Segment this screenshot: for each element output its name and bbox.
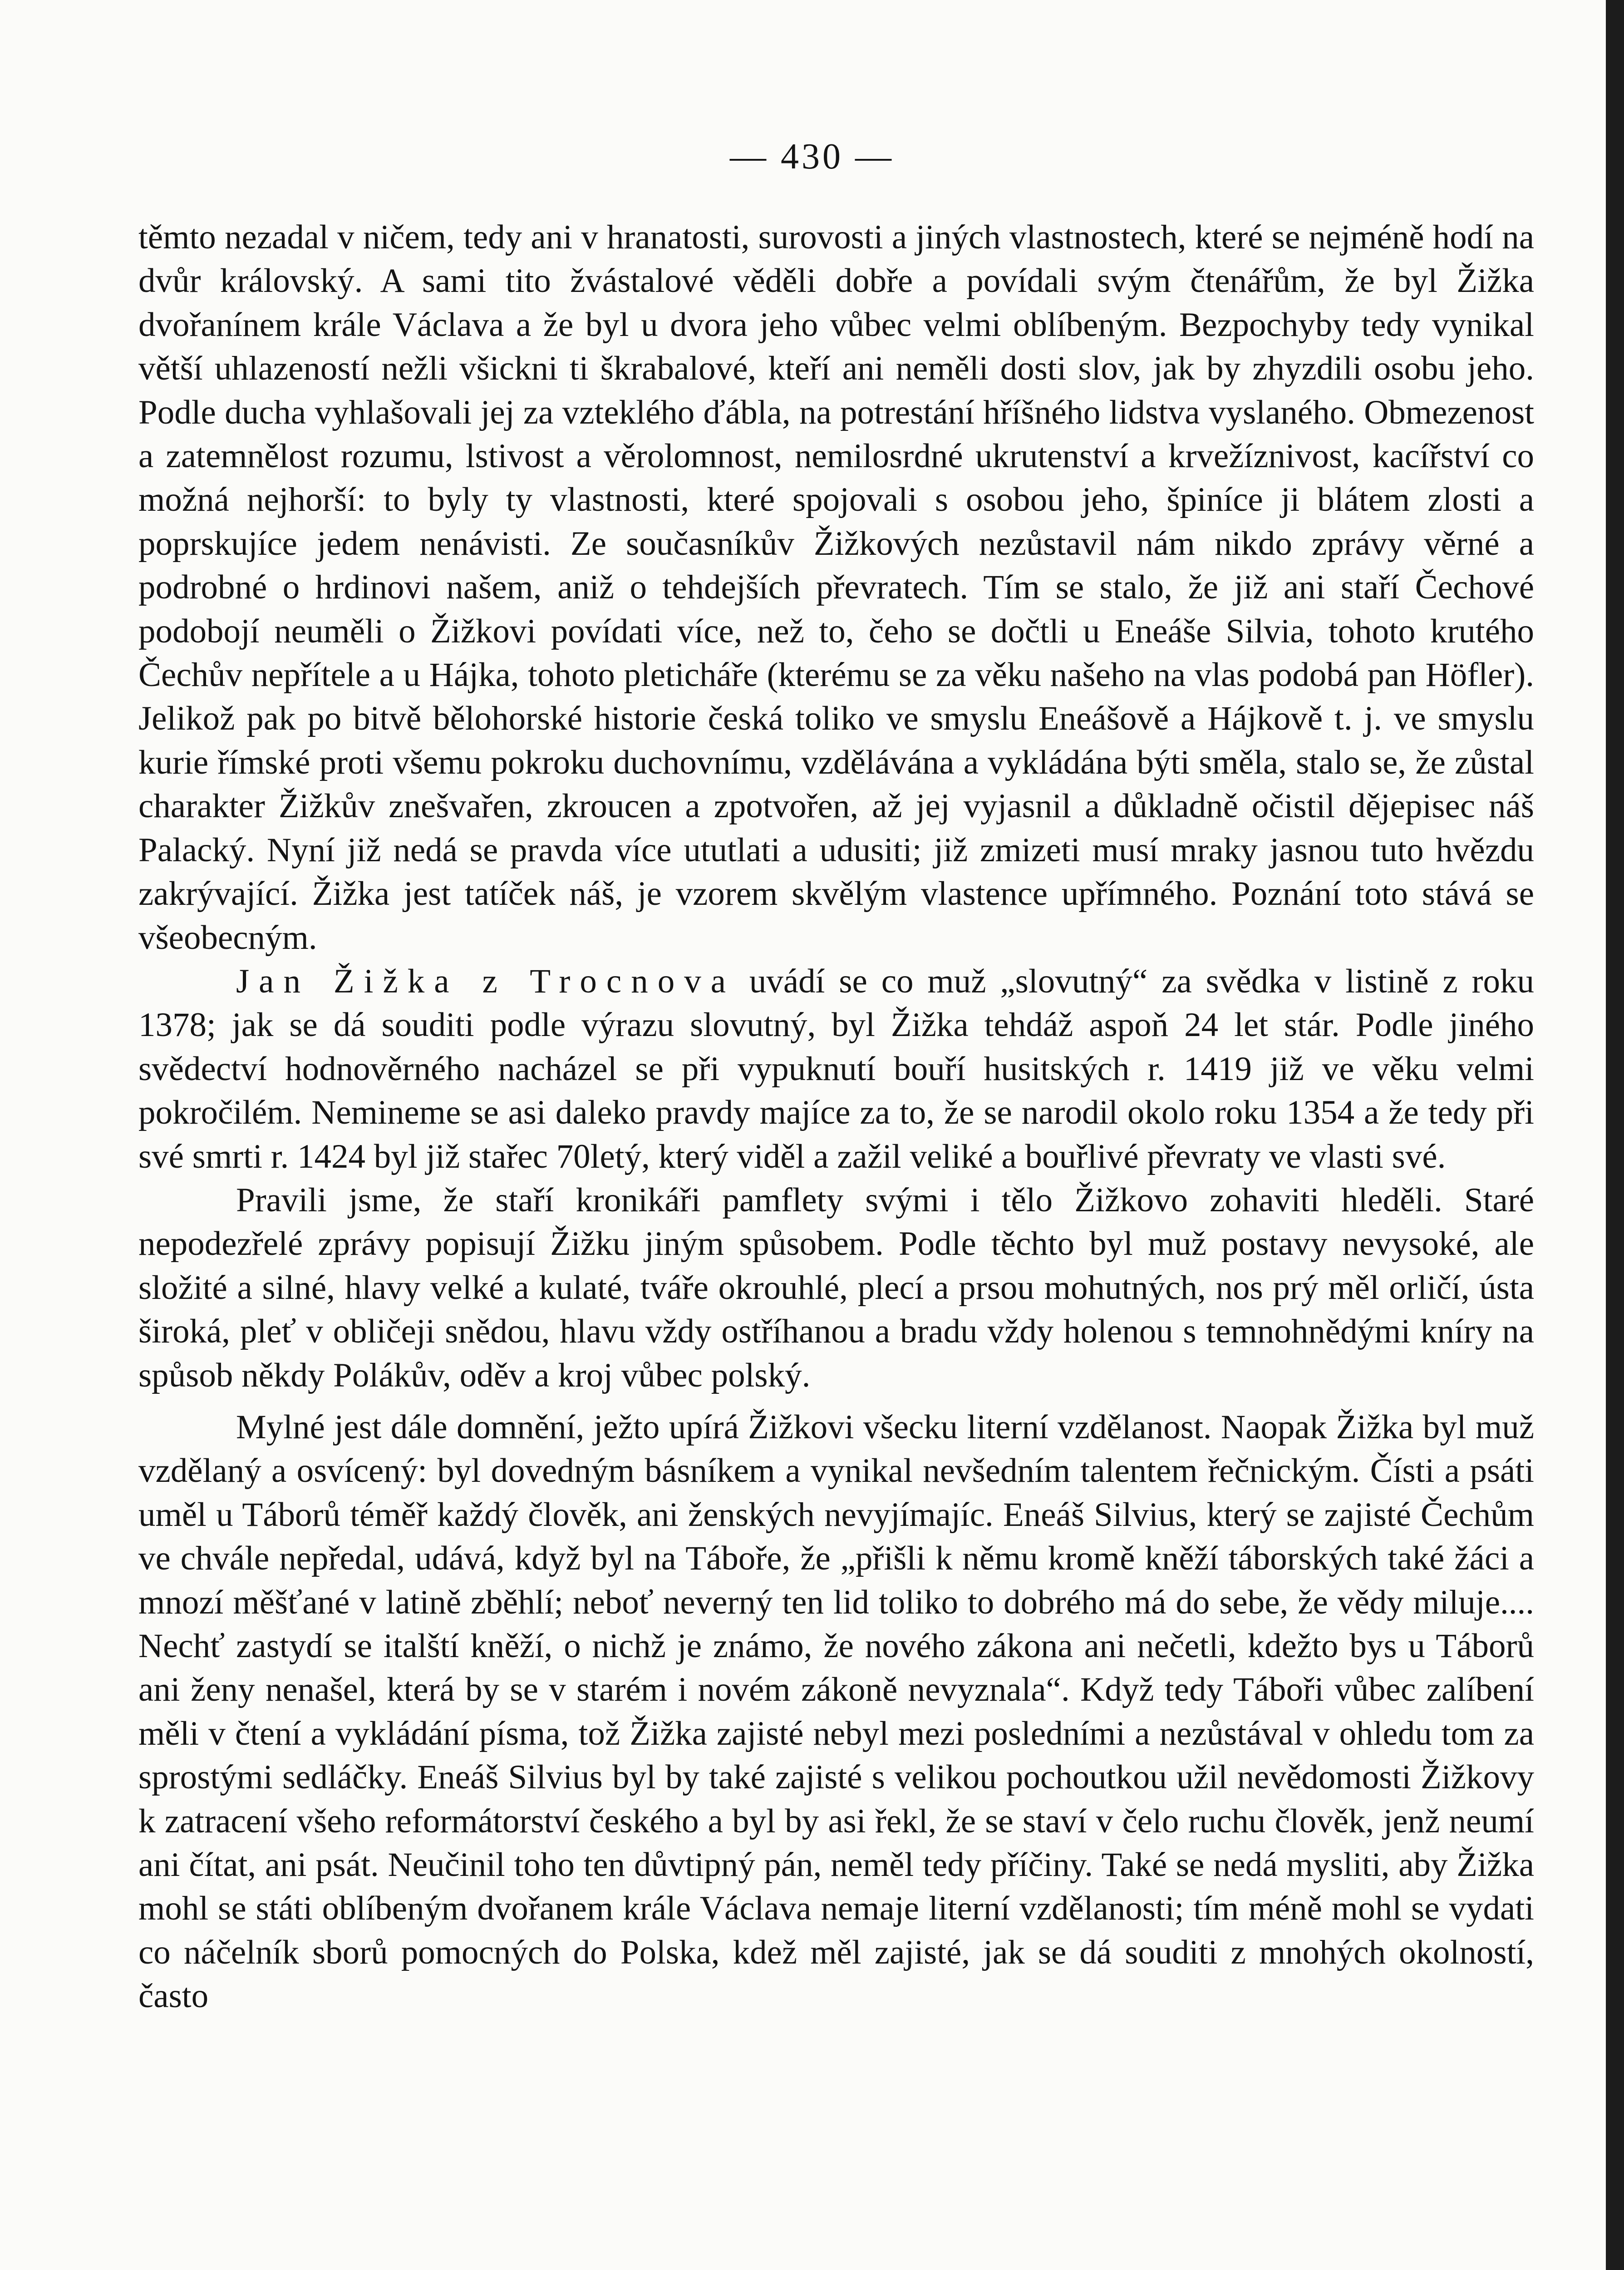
paragraph-continuation: těmto nezadal v ničem, tedy ani v hranatosti, surovosti a jiných vlastnostech, které se nejméně hodí na dvůr královský. A sami tito žvástalové věděli dobře a povídali svým čtenářům, že byl Žižka dvořanínem krále Václava a že byl u dvora jeho vůbec velmi oblíbeným. Bezpochyby tedy vynikal větší uhlazeností nežli všickni ti škrabalové, kteří ani neměli dosti slov, jak by zhyzdili osobu jeho. Podle ducha vyhlašovali jej za vzteklého ďábla, na potrestání hříšného lidstva vyslaného. Obmezenost a zatemnělost rozumu, lstivost a věrolomnost, nemilosrdné ukrutenství a krvežíznivost, kacířství co možná nejhorší: to byly ty vlastnosti, které spojovali s osobou jeho, špiníce ji blátem zlosti a poprskujíce jedem nenávisti. Ze současníkův Žižkových nezůstavil nám nikdo zprávy věrné a podrobné o hrdinovi našem, aniž o tehdejších převratech. Tím se stalo, že již ani staří Čechové podobojí neuměli o Žižkovi povídati více, než to, čeho se dočtli u Eneáše Silvia, tohoto krutého Čechův nepřítele a u Hájka, tohoto pletichářе (kterému se za věku našeho na vlas podobá pan Höfler). Jelikož pak po bitvě bělohorské historie česká toliko ve smyslu Eneášově a Hájkově t. j. ve smyslu kurie římské proti všemu pokroku duchovnímu, vzdělávána a vykládána býti směla, stalo se, že zůstal charakter Žižkův znešvařen, zkroucen a zpotvořen, až jej vyjasnil a důkladně očistil dějepisec náš Palacký. Nyní již nedá se pravda více ututlati a udusiti; již zmizeti musí mraky jasnou tuto hvězdu zakrývající. Žižka jest tatíček náš, je vzorem skvělým vlastence upřímného. Poznání toto stává se všeobecným. [138, 218, 1534, 957]
scan-edge-right [1606, 0, 1624, 2270]
paragraph-education: Mylné jest dále domnění, ježto upírá Žižkovi všecku literní vzdělanost. Naopak Žižka byl muž vzdělaný a osvícený: byl dovedným básníkem a vynikal nevšedním talentem řečnickým. Čísti a psáti uměl u Táborů téměř každý člověk, ani ženských nevyjímajíc. Eneáš Silvius, který se zajisté Čechům ve chvále nepředal, udává, když byl na Táboře, že „přišli k němu kromě kněží táborských také žáci a mnozí měšťané v latině zběhlí; neboť neverný ten lid toliko to dobrého má do sebe, že vědy miluje.... Nechť zastydí se italští kněží, o nichž je známo, že nového zákona ani nečetli, kdežto bys u Táborů ani ženy nenašel, která by se v starém i novém zákoně nevyznala“. Když tedy Táboři vůbec zalíbení měli v čtení a vykládání písma, tož Žižka zajisté nebyl mezi posledními a nezůstával v ohledu tom za sprostými sedláčky. Eneáš Silvius byl by také zajisté s velikou pochoutkou užil nevědomosti Žižkovy k zatracení všeho reformátorství českého a byl by asi řekl, že se staví v čelo ruchu člověk, jenž neumí ani čítat, ani psát. Neučinil toho ten důvtipný pán, neměl tedy příčiny. Také se nedá mysliti, aby Žižka mohl se státi oblíbeným dvořanem krále Václava nemaje literní vzdělanosti; tím méně mohl se vydati co náčelník sborů pomocných do Polska, kdež měl zajisté, jak se dá souditi z mnohých okolností, často [138, 1408, 1534, 2015]
paragraph-gap [138, 1397, 1534, 1406]
body-text [138, 216, 1534, 2018]
paragraph-appearance: Pravili jsme, že staří kronikáři pamflety svými i tělo Žižkovo zohaviti hleděli. Staré nepodezřelé zprávy popisují Žižku jiným spůsobem. Podle těchto byl muž postavy nevysoké, ale složité a silné, hlavy velké a kulaté, tváře okrouhlé, plecí a prsou mohutných, nos prý měl orličí, ústa široká, pleť v obličeji snědou, hlavu vždy ostříhanou a bradu vždy holenou s temnohnědými kníry na spůsob někdy Polákův, oděv a kroj vůbec polský. [138, 1181, 1534, 1394]
paragraph-birth [138, 960, 1534, 1179]
paragraph-birth-text: uvádí se co muž „slovutný“ za svědka v listině z roku 1378; jak se dá souditi podle výrazu slovutný, byl Žižka tehdáž aspoň 24 let stár. Podle jiného svědectví hodnověrného nacházel se při vypuknutí bouří husitských r. 1419 již ve věku velmi pokročilém. Nemineme se asi daleko pravdy majíce za to, že se narodil okolo roku 1354 a že tedy při své smrti r. 1424 byl již stařec 70letý, který viděl a zažil veliké a bouřlivé převraty ve vlasti své. [138, 962, 1534, 1175]
spaced-name: Jan Žižka z Trocnova [236, 962, 735, 1000]
page-number: — 430 — [730, 137, 894, 177]
